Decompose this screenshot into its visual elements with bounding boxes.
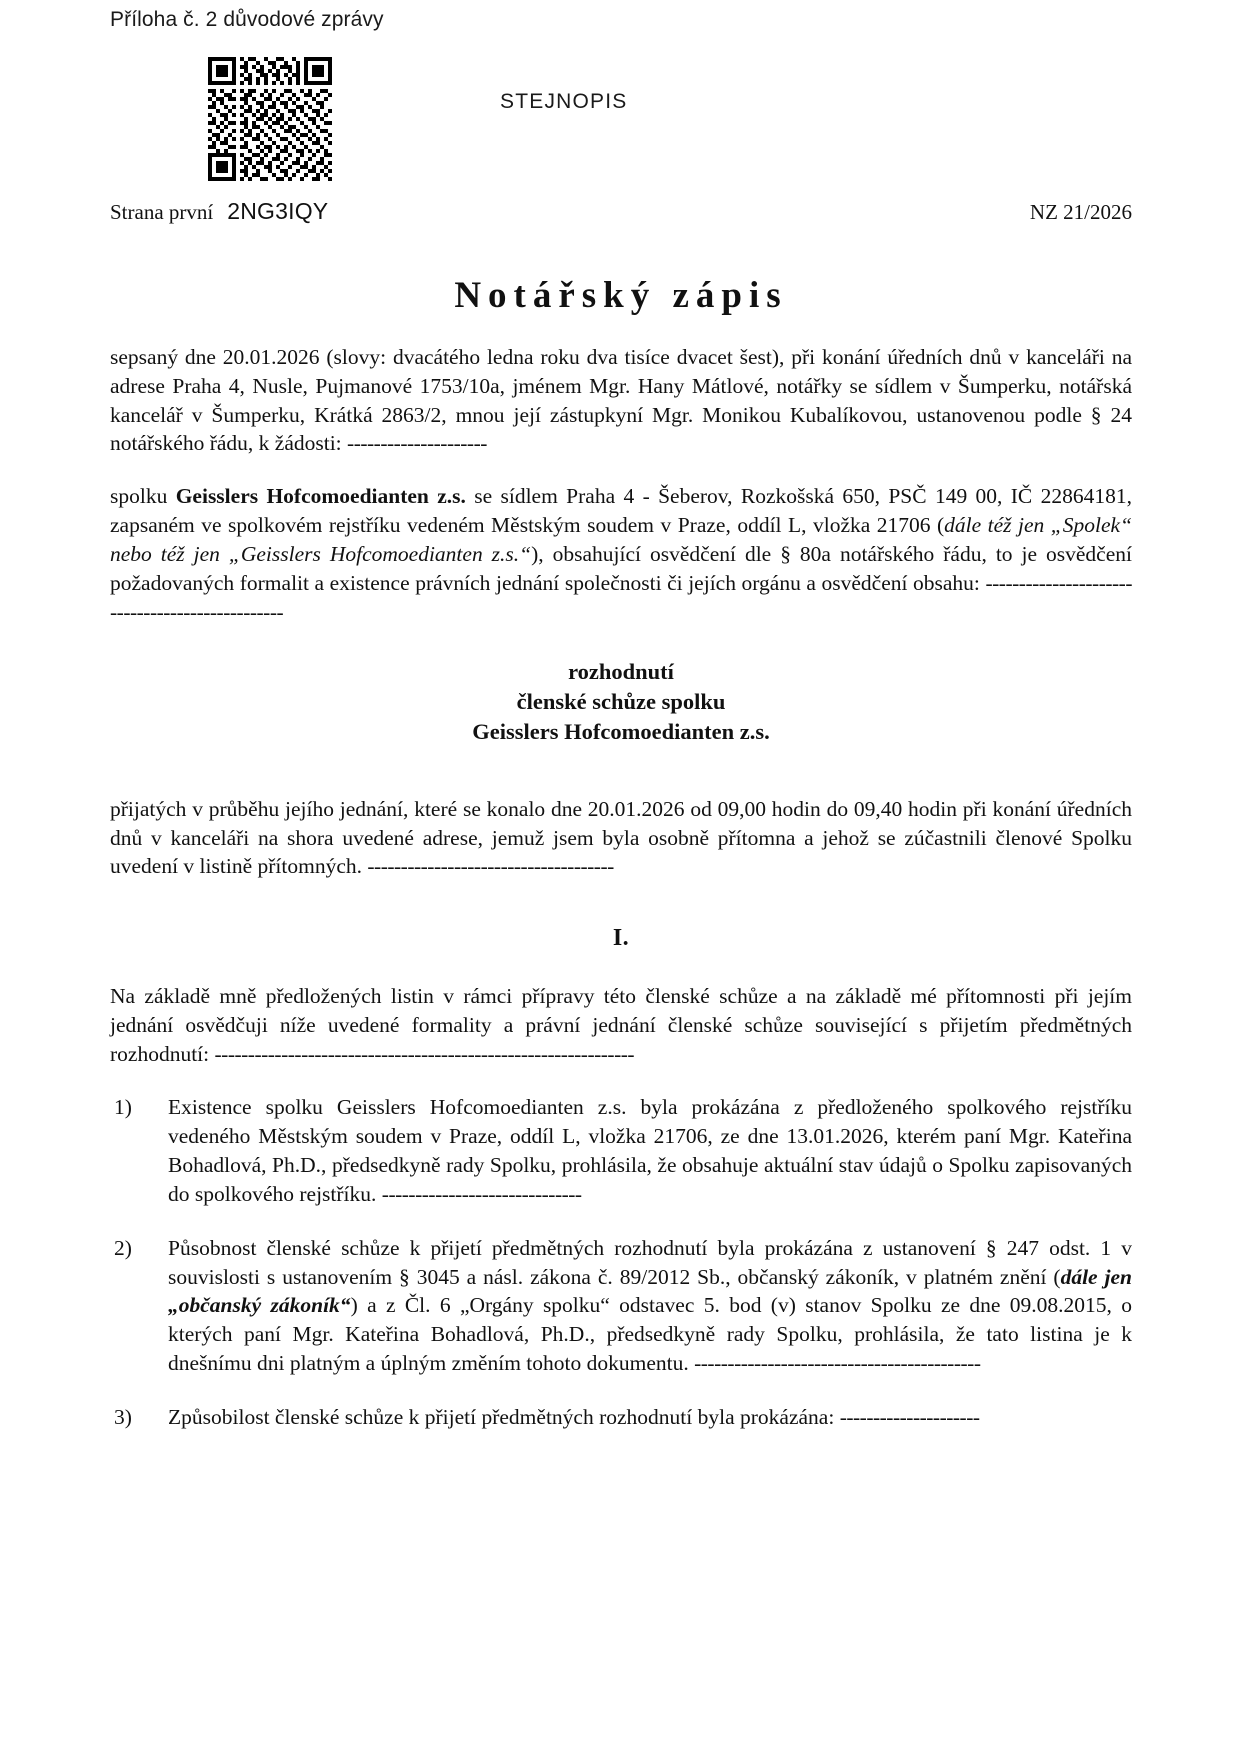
list-item-marker: 2) (114, 1235, 132, 1260)
paragraph-intro (110, 343, 1132, 459)
paragraph-subject (110, 482, 1132, 627)
subject-prefix: spolku (110, 484, 176, 509)
subject-entity-name: Geisslers Hofcomoedianten z.s. (175, 484, 466, 509)
list-item-text-part1: Působnost členské schůze k přijetí předmětných rozhodnutí byla prokázána z ustanovení § 247 odst. 1 v souvislosti s ustanovením § 3045 a násl. zákona č. 89/2012 Sb., občanský zákoník, v platném znění ( (168, 1235, 1132, 1289)
list-item-text-part2: ) a z Čl. 6 „Orgány spolku“ odstavec 5. bod (v) stanov Spolku ze dne 09.08.2015, o kterých paní Mgr. Kateřina Bohadlová, Ph.D., předsedkyně rady Spolku, prohlásila, že tato listina je k dnešnímu dni platným a úplným změním tohoto dokumentu. (168, 1293, 1132, 1376)
decision-heading-line1: rozhodnutí (568, 658, 674, 684)
page-header-line (110, 198, 1132, 225)
document-code: 2NG3IQY (227, 198, 329, 224)
paragraph-intro-text: sepsaný dne 20.01.2026 (slovy: dvacátého ledna roku dva tisíce dvacet šest), při konání úředních dnů v kanceláři na adrese Praha 4, Nusle, Pujmanové 1753/10a, jménem Mgr. Hany Mátlové, notářky se sídlem v Šumperku, notářská kancelář v Šumperku, Krátká 2863/2, mnou její zástupkyní Mgr. Monikou Kubalíkovou, ustanovenou podle § 24 notářského řádu, k žádosti: (110, 344, 1132, 456)
subject-dashes: ------------------------------------------------ (110, 571, 1132, 624)
paragraph-section-intro (110, 982, 1132, 1069)
paragraph-meeting-details (110, 795, 1132, 882)
numbered-findings-list (110, 1093, 1132, 1432)
list-item-dashes: ------------------------------ (381, 1181, 582, 1206)
list-item (110, 1093, 1132, 1209)
list-item-dashes: --------------------- (839, 1405, 980, 1430)
paragraph-intro-dashes: --------------------- (347, 431, 487, 456)
page-title: Notářský zápis (454, 275, 788, 316)
decision-heading (110, 657, 1132, 747)
page-number-label: Strana první (110, 200, 214, 224)
list-item-marker: 3) (114, 1405, 132, 1430)
decision-heading-line3: Geisslers Hofcomoedianten z.s. (472, 718, 770, 744)
meeting-details-text: přijatých v průběhu jejího jednání, které se konalo dne 20.01.2026 od 09,00 hodin do 09,40 hodin při konání úředních dnů v kanceláři na shora uvedené adrese, jemuž jsem byla osobně přítomna a jehož se zúčastnili členové Spolku uvedení v listině přítomných. (110, 796, 1132, 879)
subject-details-1: se sídlem Praha 4 - Šeberov, Rozkošská 650, PSČ 149 00, IČ 22864181, zapsaném ve spolkovém rejstříku vedeném Městským soudem v Praze, oddíl L, vložka 21706 ( (110, 484, 1132, 538)
section-intro-dashes: --------------------------------------------------------------- (214, 1042, 635, 1067)
list-item (110, 1234, 1132, 1379)
list-item-text: Existence spolku Geisslers Hofcomoedianten z.s. byla prokázána z předloženého spolkového rejstříku vedeného Městským soudem v Praze, oddíl L, vložka 21706, ze dne 13.01.2026, kterém paní Mgr. Kateřina Bohadlová, Ph.D., předsedkyně rady Spolku, prohlásila, že obsahuje aktuální stav údajů o Spolku zapisovaných do spolkového rejstříku. (168, 1095, 1132, 1206)
list-item-text: Způsobilost členské schůze k přijetí předmětných rozhodnutí byla prokázána: (168, 1405, 840, 1430)
qr-code-icon (208, 57, 332, 181)
subject-details-2: ), obsahující osvědčení dle § 80a notářského řádu, to je osvědčení požadovaných formalit a existence právních jednání společnosti či jejích orgánu a osvědčení obsahu: (110, 542, 1132, 596)
list-item-marker: 1) (114, 1095, 132, 1120)
list-item-italic-term: dále jen „občanský zákoník“ (168, 1264, 1133, 1318)
decision-heading-line2: členské schůze spolku (516, 688, 726, 714)
meeting-details-dashes: ------------------------------------- (367, 854, 614, 879)
section-heading-i: I. (612, 925, 630, 952)
stejnopis-label: STEJNOPIS (500, 90, 628, 113)
section-intro-text: Na základě mně předložených listin v rámci přípravy této členské schůze a na základě mé přítomnosti při jejím jednání osvědčuji níže uvedené formality a právní jednání členské schůze související s přijetím předmětných rozhodnutí: (110, 984, 1132, 1067)
attachment-note: Příloha č. 2 důvodové zprávy (110, 8, 384, 31)
document-body (110, 258, 1132, 1432)
nz-number: NZ 21/2026 (1029, 200, 1132, 224)
subject-alias-italic: dále též jen „Spolek“ nebo též jen „Geisslers Hofcomoedianten z.s.“ (110, 513, 1132, 567)
list-item-dashes: ------------------------------------------- (694, 1351, 981, 1376)
list-item (110, 1403, 1132, 1432)
